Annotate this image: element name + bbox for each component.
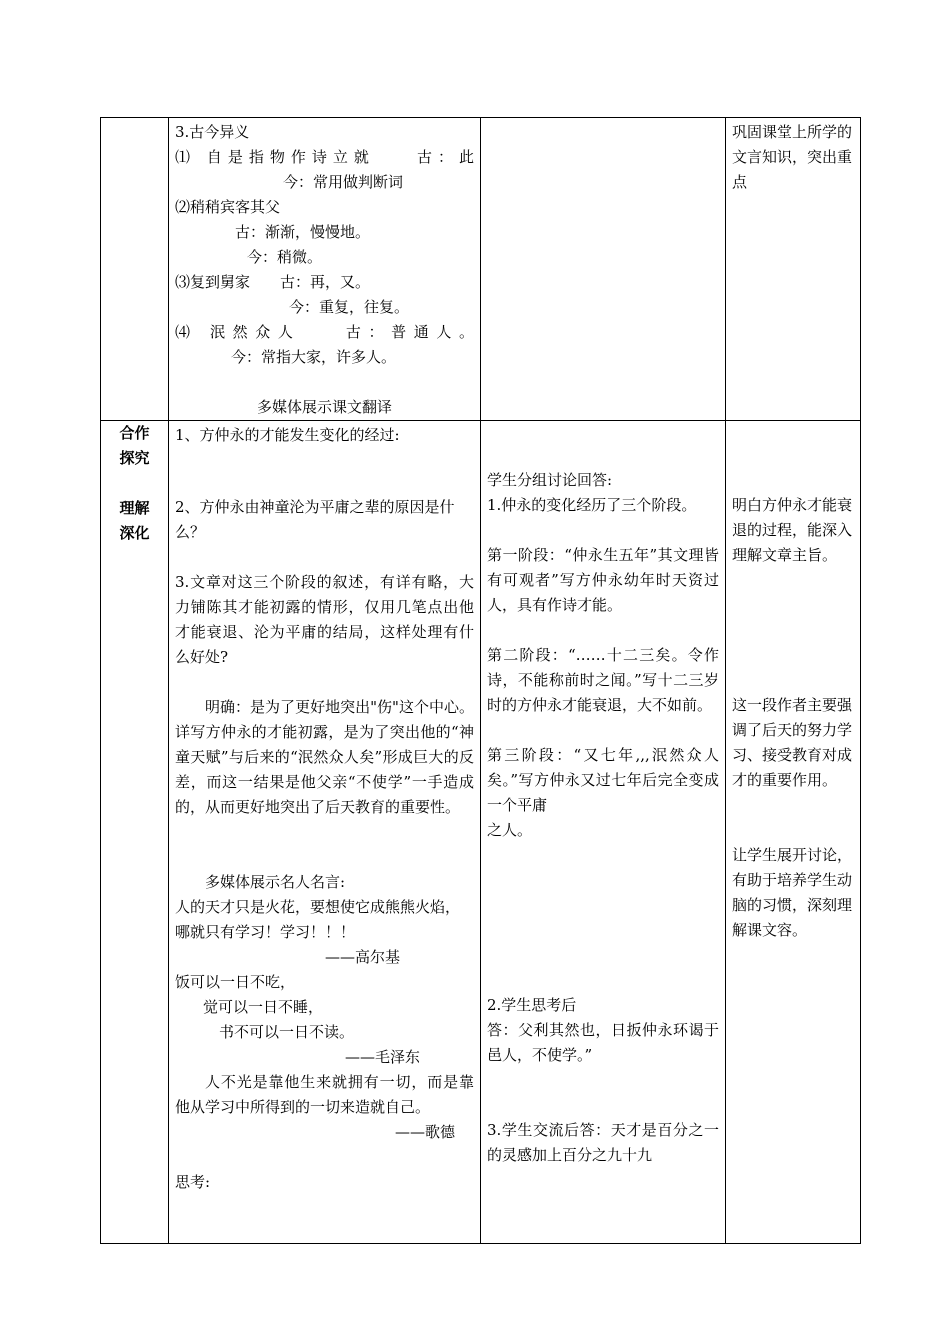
answer-clarification: 明确：是为了更好地突出"伤"这个中心。详写方仲永的才能初露，是为了突出他的“神童天赋”与后来的“泯然众人矣”形成巨大的反差，而这一结果是他父亲“不使学”一手造成的，从而更好地突出了后天教育的重要性。 <box>175 698 474 816</box>
stage-3-end: 之人。 <box>487 821 533 839</box>
discussion-intro: 学生分组讨论回答: <box>487 471 613 489</box>
design-intent-cell <box>726 118 861 421</box>
teaching-content-cell <box>169 118 481 421</box>
student-activity-cell-empty <box>481 118 726 421</box>
intent-2: 这一段作者主要强调了后天的努力学习、接受教育对成才的重要作用。 <box>732 696 853 789</box>
table-row <box>101 118 861 421</box>
item-4-modern: 今：常指大家，许多人。 <box>231 348 397 366</box>
stage-1: 第一阶段：“仲永生五年”其文理皆有可观者”写方仲永幼年时天资过人，具有作诗才能。 <box>487 546 719 614</box>
design-intent-text: 巩固课堂上所学的文言知识，突出重点 <box>732 123 853 191</box>
teaching-content-cell <box>169 421 481 1244</box>
media-translation-note: 多媒体展示课文翻译 <box>256 398 392 416</box>
stage-2: 第二阶段：“……十二三矣。令作诗，不能称前时之闻。”写十二三岁时的方仲永才能衰退，大不如前。 <box>487 646 719 714</box>
item-3-modern: 今：重复，往复。 <box>289 298 410 316</box>
item-2-ancient: 古：渐渐，慢慢地。 <box>235 223 371 241</box>
intent-3: 让学生展开讨论，有助于培养学生动脑的习惯，深刻理解课文容。 <box>732 846 853 939</box>
item-1-ancient: ⑴ 自是指物作诗立就 古：此 <box>175 148 474 166</box>
quote-mao-line1: 饭可以一日不吃， <box>175 973 296 991</box>
item-2-modern: 今：稍微。 <box>247 248 323 266</box>
lesson-plan-table <box>100 117 861 1244</box>
quote-mao-line3: 书不可以一日不读。 <box>219 1023 355 1041</box>
question-2: 2、方仲永由神童沦为平庸之辈的原因是什么？ <box>175 498 455 541</box>
item-4-ancient: ⑷ 泯然众人 古：普通人。 <box>175 323 474 341</box>
section-label-cooperate: 合作探究 <box>119 424 150 467</box>
question-1: 1、方仲永的才能发生变化的经过: <box>175 426 400 444</box>
table-row <box>101 421 861 1244</box>
quote-goethe: 人不光是靠他生来就拥有一切，而是靠他从学习中所得到的一切来造就自己。 <box>175 1073 474 1116</box>
heading-ancient-modern: 3.古今异义 <box>175 123 250 141</box>
design-intent-cell <box>726 421 861 1244</box>
intent-1: 明白方仲永才能衰退的过程，能深入理解文章主旨。 <box>732 496 853 564</box>
item-3: ⑶复到舅家 古：再，又。 <box>175 273 371 291</box>
item-2: ⑵稍稍宾客其父 <box>175 198 281 216</box>
quotes-title: 多媒体展示名人名言: <box>205 873 346 891</box>
answer-1: 1.仲永的变化经历了三个阶段。 <box>487 496 697 514</box>
quote-gorky-author: ——高尔基 <box>325 948 401 966</box>
stage-3: 第三阶段：“又七年,,,泯然众人矣。”写方仲永又过七年后完全变成一个平庸 <box>487 746 719 814</box>
section-label-deepen: 理解深化 <box>119 499 150 542</box>
section-cell-empty <box>101 118 169 421</box>
item-1-modern: 今：常用做判断词 <box>283 173 404 191</box>
quote-goethe-author: ——歌德 <box>395 1123 456 1141</box>
answer-2-lead: 2.学生思考后 <box>487 996 577 1014</box>
quote-mao-author: ——毛泽东 <box>345 1048 421 1066</box>
student-activity-cell <box>481 421 726 1244</box>
quote-gorky: 人的天才只是火花，要想使它成熊熊火焰，哪就只有学习！学习！！！ <box>175 898 461 941</box>
think-prompt: 思考: <box>175 1173 211 1191</box>
quote-mao-line2: 觉可以一日不睡， <box>203 998 324 1016</box>
section-label-cell <box>101 421 169 1244</box>
question-3: 3.文章对这三个阶段的叙述，有详有略，大力铺陈其才能初露的情形，仅用几笔点出他才能衰退、沦为平庸的结局，这样处理有什么好处? <box>175 573 474 666</box>
answer-3: 3.学生交流后答：天才是百分之一的灵感加上百分之九十九 <box>487 1121 719 1164</box>
answer-2: 答：父利其然也，日扳仲永环谒于邑人，不使学。” <box>487 1021 719 1064</box>
